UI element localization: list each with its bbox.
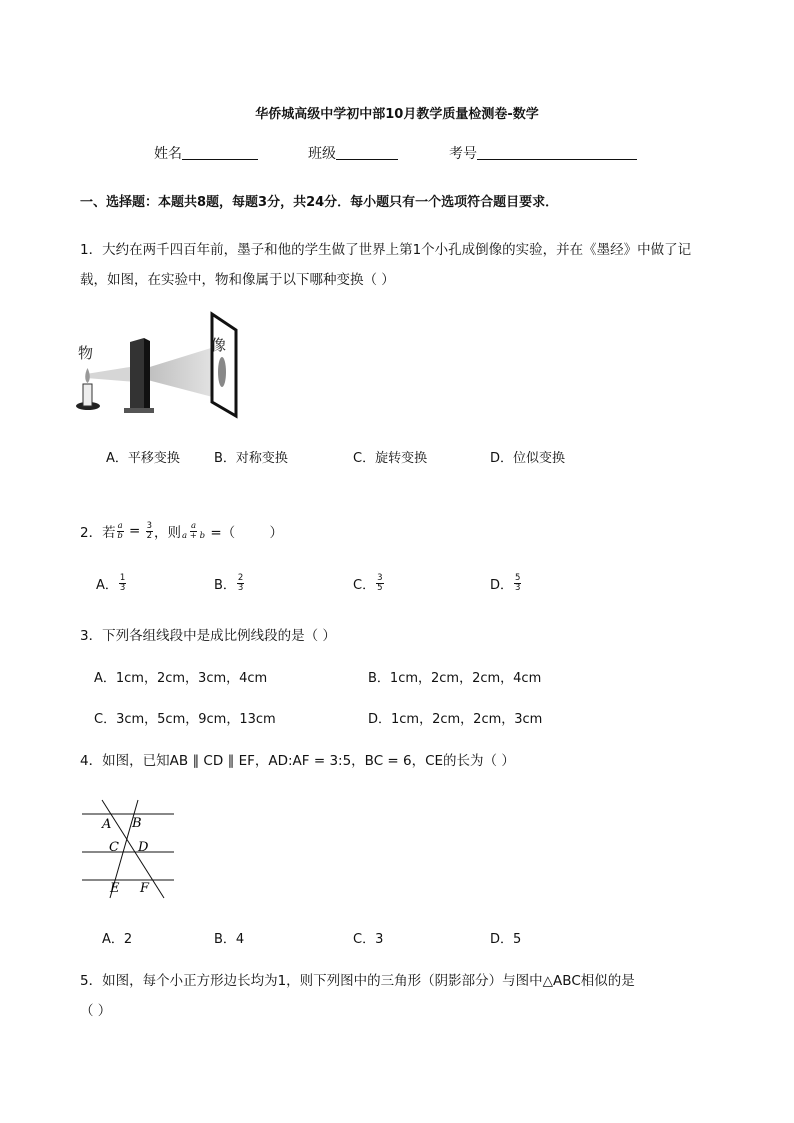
projected-image (218, 357, 226, 387)
parallel-lines-figure (80, 798, 180, 900)
q1-stem-line2: 载，如图，在实验中，物和像属于以下哪种变换（ ） (80, 272, 395, 288)
q4-option-a[interactable]: A．2 (102, 932, 133, 947)
q2-equals: = (124, 523, 145, 539)
pinhole-camera-figure (74, 308, 244, 420)
id-label: 考号 (449, 146, 477, 162)
name-label: 姓名 (154, 146, 182, 162)
board-stand (124, 408, 154, 413)
q3-option-b[interactable]: B．1cm，2cm，2cm，4cm (368, 671, 542, 686)
candle (83, 384, 92, 406)
q3-stem: 3．下列各组线段中是成比例线段的是（ ） (80, 628, 336, 644)
figure-label-object: 物 (78, 344, 94, 362)
q2-option-b[interactable]: B． $\frac{2}{3}$ (214, 573, 244, 593)
figure-label-image: 像 (211, 336, 227, 354)
q2-stem (80, 521, 283, 541)
q3-option-d[interactable]: D．1cm，2cm，2cm，3cm (368, 712, 543, 727)
class-blank[interactable] (336, 145, 398, 160)
q2-prefix: 2．若 (80, 525, 116, 541)
pinhole-board-side (144, 338, 150, 410)
label-b: B (132, 816, 142, 831)
light-beam-left (86, 366, 136, 382)
q5-stem-line2: （ ） (80, 1003, 112, 1019)
q2-option-d[interactable]: D． $\frac{5}{3}$ (490, 573, 521, 593)
q1-option-b[interactable]: B．对称变换 (214, 451, 288, 466)
q4-option-d[interactable]: D．5 (490, 932, 522, 947)
q4-option-b[interactable]: B．4 (214, 932, 245, 947)
label-a: A (102, 817, 112, 832)
q4-stem: 4．如图，已知AB ∥ CD ∥ EF，AD:AF = 3:5，BC = 6，CE的长为（ ） (80, 753, 515, 769)
q1-option-a[interactable]: A．平移变换 (106, 451, 180, 466)
name-blank[interactable] (182, 145, 258, 160)
q3-option-c[interactable]: C．3cm，5cm，9cm，13cm (94, 712, 276, 727)
q2-option-c[interactable]: C． $\frac{3}{5}$ (353, 573, 383, 593)
pinhole-board (130, 338, 144, 412)
class-field[interactable] (308, 143, 398, 163)
q5-stem-line1: 5．如图，每个小正方形边长均为1，则下列图中的三角形（阴影部分）与图中△ABC相似的是 (80, 973, 635, 989)
id-field[interactable] (449, 143, 637, 163)
page-title: 华侨城高级中学初中部10月教学质量检测卷-数学 (255, 107, 539, 122)
id-blank[interactable] (477, 145, 637, 160)
q2-mid: ，则 (154, 525, 181, 541)
q4-option-c[interactable]: C．3 (353, 932, 384, 947)
q1-stem-line1: 1．大约在两千四百年前，墨子和他的学生做了世界上第1个小孔成倒像的实验，并在《墨经》中做了记 (80, 242, 692, 258)
candle-flame (85, 368, 90, 383)
q2-fraction-a-over-b: $\frac{a}{b}$ (117, 520, 123, 541)
name-field[interactable] (154, 143, 258, 163)
q1-option-d[interactable]: D．位似变换 (490, 451, 566, 466)
label-c: C (109, 840, 119, 855)
label-e: E (110, 881, 120, 896)
q2-fraction-3-over-2: $\frac{3}{2}$ (146, 520, 152, 541)
q2-option-a[interactable]: A． $\frac{1}{3}$ (96, 573, 126, 593)
class-label: 班级 (308, 146, 336, 162)
q3-option-a[interactable]: A．1cm，2cm，3cm，4cm (94, 671, 268, 686)
section-heading: 一、选择题：本题共8题，每题3分，共24分．每小题只有一个选项符合题目要求． (80, 195, 559, 210)
label-f: F (140, 881, 150, 896)
q2-fraction-a-over-a-plus-b: $\frac{a}{a + b}$ (182, 520, 206, 541)
label-d: D (138, 840, 149, 855)
q1-option-c[interactable]: C．旋转变换 (353, 451, 428, 466)
q2-suffix: =（ ） (206, 525, 283, 541)
